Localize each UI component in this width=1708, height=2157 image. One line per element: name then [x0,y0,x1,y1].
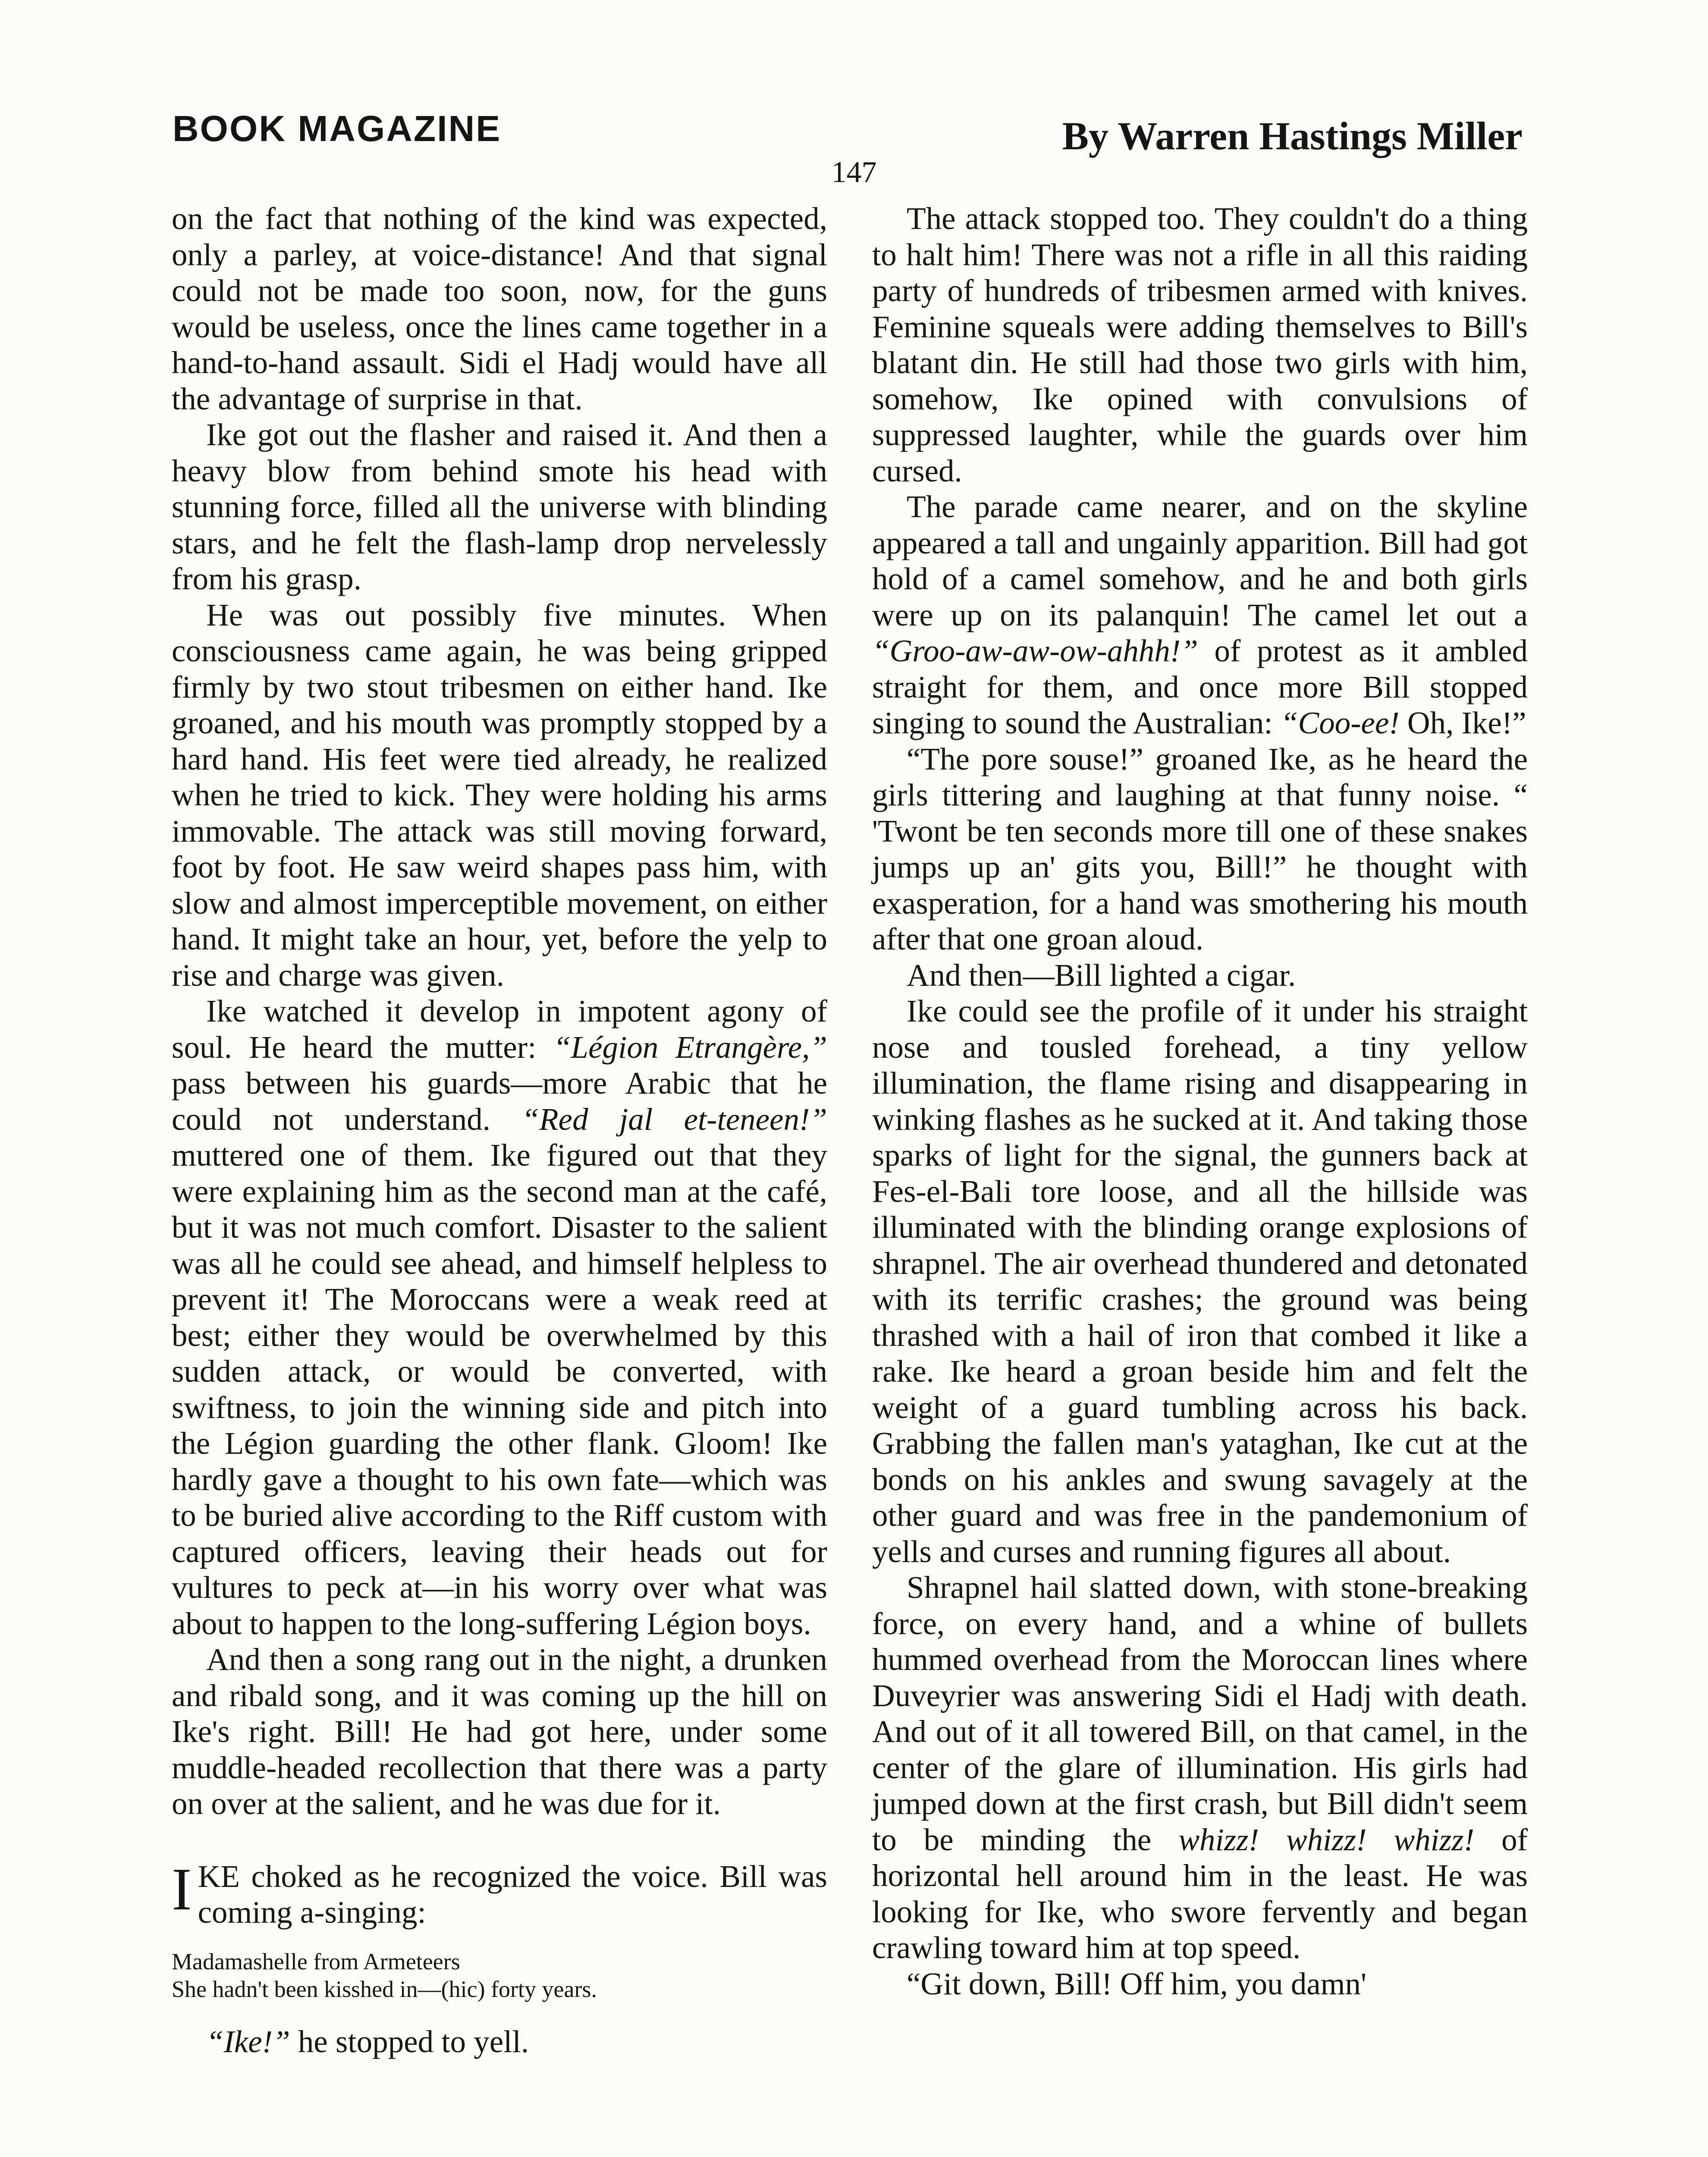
text-run: Oh, Ike!” [1399,705,1526,740]
text-run: KE choked as he recognized the voice. Bill was coming a-singing: [198,1858,827,1930]
italic-phrase: “Coo-ee! [1280,705,1400,740]
paragraph: “Git down, Bill! Off him, you damn' [907,1966,1367,2001]
running-header-left: BOOK MAGAZINE [173,108,502,149]
left-column [172,201,827,2060]
text-run: of protest as it ambled straight for them, and once more Bill stopped singing to sound the Australian: [872,633,1528,740]
text-run: Ike watched it develop in impotent agony of soul. He heard the mutter: [172,994,827,1065]
paragraph-dropcap [172,1855,827,1931]
verse-line: Madamashelle from Armeteers [172,1948,460,1975]
italic-phrase: whizz! whizz! whizz! [1178,1822,1475,1857]
right-column [872,201,1528,2002]
text-run: muttered one of them. Ike figured out that they were explaining him as the second man at the café, but it was not much comfort. Disaster to the salient was all he could see ahead, and himself helpless to prevent it! The Moroccans were a weak reed at best; either they would be overwhelmed by this sudden attack, or would be converted, with swiftness, to join the winning side and pitch into the Légion guarding the other flank. Gloom! Ike hardly gave a thought to his own fate—which was to be buried alive according to the Riff custom with captured officers, leaving their heads out for vultures to peck at—in his worry over what was about to happen to the long-suffering Légion boys. [172,1138,827,1641]
running-header-right: By Warren Hastings Miller [1062,114,1523,158]
text-run: he stopped to yell. [290,2024,529,2059]
text-run: Shrapnel hail slatted down, with stone-breaking force, on every hand, and a whine of bullets hummed overhead from the Moroccan lines where Duveyrier was answering Sidi el Hadj with death. And out of it all towered Bill, on that camel, in the center of the glare of illumination. His girls had jumped down at the first crash, but Bill didn't seem to be minding the [872,1570,1528,1857]
text-run: The parade came nearer, and on the skyline appeared a tall and ungainly apparition. Bill had got hold of a camel somehow, and he and both girls were up on its palanquin! The camel let out a [872,489,1528,632]
verse-line: She hadn't been kisshed in—(hic) forty years. [172,1976,597,2002]
verse-block [172,1948,827,2003]
paragraph: And then a song rang out in the night, a drunken and ribald song, and it was coming up the hill on Ike's right. Bill! He had got here, under some muddle-headed recollection that there was a party on over at the salient, and he was due for it. [172,1642,827,1821]
paragraph: Ike could see the profile of it under his straight nose and tousled forehead, a tiny yellow illumination, the flame rising and disappearing in winking flashes as he sucked at it. And taking those sparks of light for the signal, the gunners back at Fes-el-Bali tore loose, and all the hillside was illuminated with the blinding orange explosions of shrapnel. The air overhead thundered and detonated with its terrific crashes; the ground was being thrashed with a hail of iron that combed it like a rake. Ike heard a groan beside him and felt the weight of a guard tumbling across his back. Grabbing the fallen man's yataghan, Ike cut at the bonds on his ankles and swung savagely at the other guard and was free in the pandemonium of yells and curses and running figures all about. [872,994,1528,1569]
paragraph: He was out possibly five minutes. When consciousness came again, he was being gripped firmly by two stout tribesmen on either hand. Ike groaned, and his mouth was promptly stopped by a hard hand. His feet were tied already, he realized when he tried to kick. They were holding his arms immovable. The attack was still moving forward, foot by foot. He saw weird shapes pass him, with slow and almost imperceptible movement, on either hand. It might take an hour, yet, before the yelp to rise and charge was given. [172,597,827,993]
italic-phrase: “Légion Etrangère,” [553,1029,827,1065]
paragraph: And then—Bill lighted a cigar. [907,957,1296,993]
italic-phrase: “Ike!” [206,2024,290,2059]
drop-cap: I [172,1855,192,1923]
paragraph: Ike got out the flasher and raised it. And then a heavy blow from behind smote his head with stunning force, filled all the universe with blinding stars, and he felt the flash-lamp drop nervelessly from his grasp. [172,417,827,596]
paragraph [872,489,1528,741]
italic-phrase: “Groo-aw-aw-ow-ahhh!” [872,633,1198,668]
italic-phrase: “Red jal et-teneen!” [521,1101,827,1137]
paragraph [172,2024,827,2060]
paragraph [872,1569,1528,1966]
paragraph [172,993,827,1641]
paragraph: “The pore souse!” groaned Ike, as he heard the girls tittering and laughing at that funny noise. “ 'Twont be ten seconds more till one of these snakes jumps up an' gits you, Bill!” he thought with exasperation, for a hand was smothering his mouth after that one groan aloud. [872,741,1528,956]
text-run: of horizontal hell around him in the least. He was looking for Ike, who swore fervently and began crawling toward him at top speed. [872,1822,1528,1965]
paragraph: on the fact that nothing of the kind was expected, only a parley, at voice-distance! And that signal could not be made too soon, now, for the guns would be useless, once the lines came together in a hand-to-hand assault. Sidi el Hadj would have all the advantage of surprise in that. [172,201,827,416]
page-number: 147 [831,156,877,189]
paragraph: The attack stopped too. They couldn't do a thing to halt him! There was not a rifle in all this raiding party of hundreds of tribesmen armed with knives. Feminine squeals were adding themselves to Bill's blatant din. He still had those two girls with him, somehow, Ike opined with convulsions of suppressed laughter, while the guards over him cursed. [872,201,1528,488]
text-run: pass between his guards—more Arabic that he could not understand. [172,1066,827,1137]
